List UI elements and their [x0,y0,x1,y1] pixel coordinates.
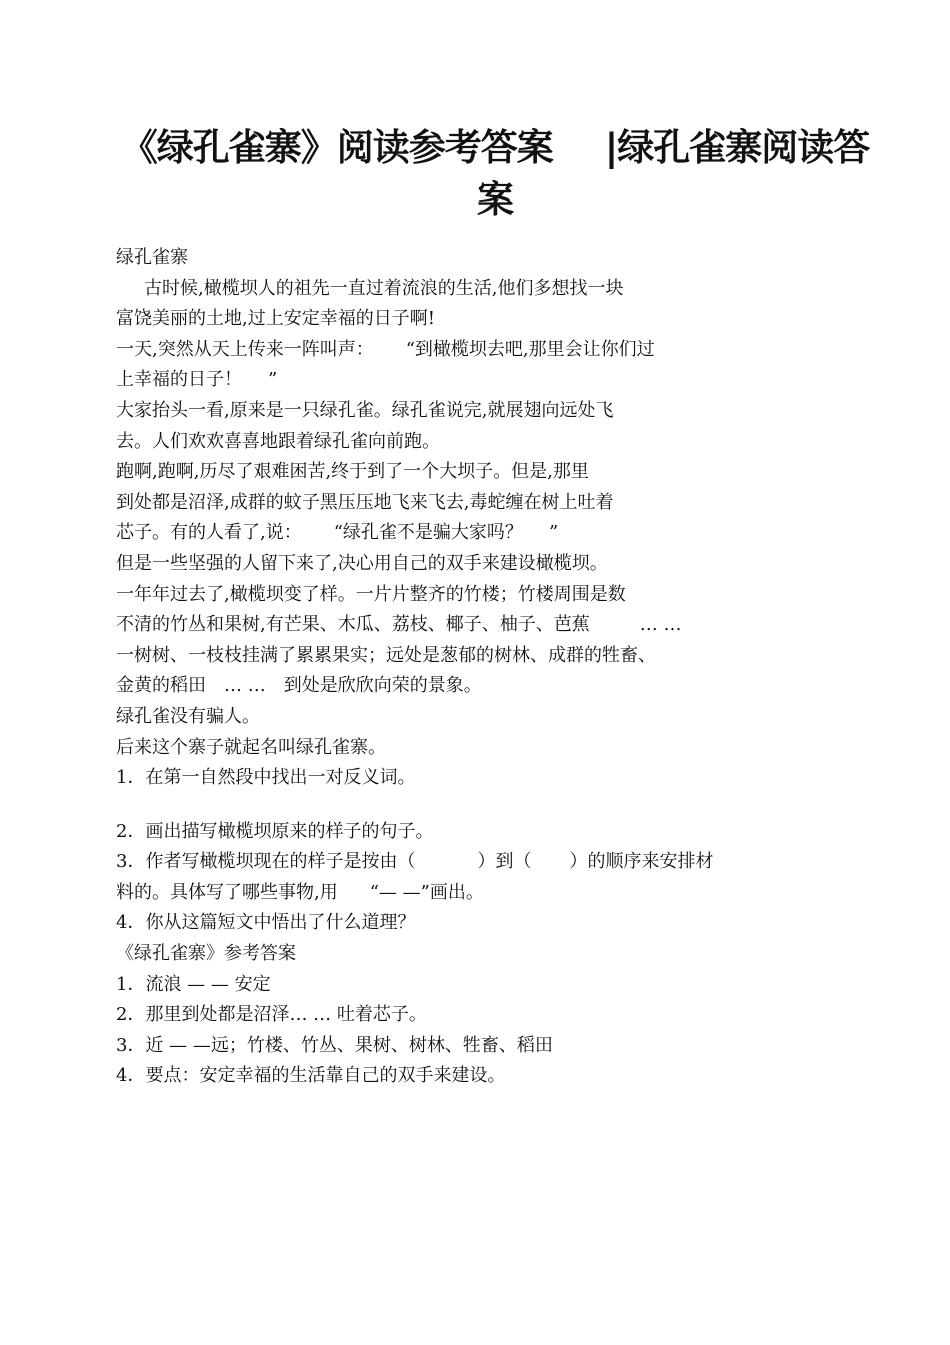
story-line: 跑啊,跑啊,历尽了艰难困苦,终于到了一个大坝子。但是,那里 [116,461,589,483]
document-title [100,122,890,226]
question-2: 2．画出描写橄榄坝原来的样子的句子。 [116,820,434,842]
question-1: 1．在第一自然段中找出一对反义词。 [116,767,416,789]
story-line: 金黄的稻田 … … 到处是欣欣向荣的景象。 [116,675,482,697]
question-4: 4．你从这篇短文中悟出了什么道理？ [116,912,416,934]
story-line: 大家抬头一看,原来是一只绿孔雀。绿孔雀说完,就展翅向远处飞 [116,399,614,421]
story-line: 一年年过去了,橄榄坝变了样。一片片整齐的竹楼；竹楼周围是数 [116,583,626,605]
story-line: 但是一些坚强的人留下来了,决心用自己的双手来建设橄榄坝。 [116,552,608,574]
story-line: 古时候,橄榄坝人的祖先一直过着流浪的生活,他们多想找一块 [144,277,624,299]
answer-1: 1．流浪 — — 安定 [116,973,271,995]
title-part-3: 案 [477,178,513,221]
story-line: 不清的竹丛和果树,有芒果、木瓜、荔枝、椰子、柚子、芭蕉 … … [116,614,682,636]
story-line: 去。人们欢欢喜喜地跟着绿孔雀向前跑。 [116,430,440,452]
story-line: 一天,突然从天上传来一阵叫声： “到橄榄坝去吧,那里会让你们过 [116,338,655,360]
answer-4: 4．要点：安定幸福的生活靠自己的双手来建设。 [116,1065,506,1087]
title-part-2: |绿孔雀寨阅读答 [604,126,870,169]
story-line: 后来这个寨子就起名叫绿孔雀寨。 [116,736,386,758]
answers-heading: 《绿孔雀寨》参考答案 [116,943,296,965]
question-3: 3．作者写橄榄坝现在的样子是按由（ ）到（ ）的顺序来安排材 [116,851,714,873]
answer-3: 3．近 — —远；竹楼、竹丛、果树、树林、牲畜、稻田 [116,1034,553,1056]
story-line: 一树树、一枝枝挂满了累累果实；远处是葱郁的树林、成群的牲畜、 [116,644,656,666]
question-3-continued: 料的。具体写了哪些事物,用 “— —”画出。 [116,881,484,903]
document-body [116,243,836,1092]
story-heading: 绿孔雀寨 [116,247,188,268]
story-line: 到处都是沼泽,成群的蚊子黑压压地飞来飞去,毒蛇缠在树上吐着 [116,491,614,513]
story-line: 富饶美丽的土地,过上安定幸福的日子啊! [116,308,435,330]
story-line: 绿孔雀没有骗人。 [116,705,260,727]
story-line: 芯子。有的人看了,说： “绿孔雀不是骗大家吗？ ” [116,522,559,544]
title-part-1: 《绿孔雀寨》阅读参考答案 [120,126,553,169]
story-line: 上幸福的日子！ ” [116,369,278,391]
answer-2: 2．那里到处都是沼泽… … 吐着芯子。 [116,1004,427,1026]
